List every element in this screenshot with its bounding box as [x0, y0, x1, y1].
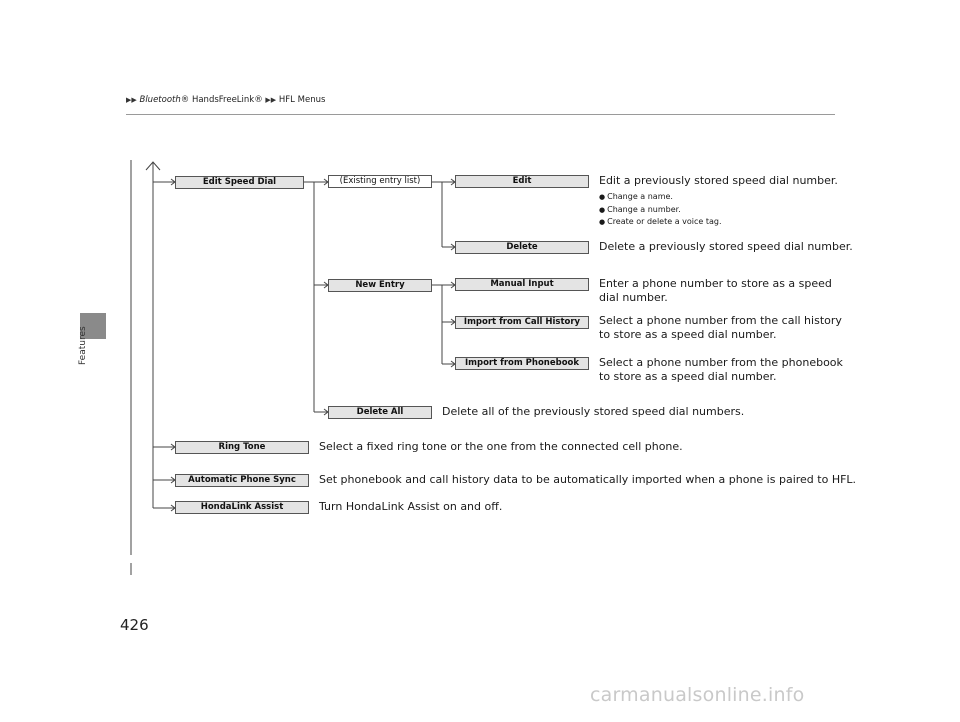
manual-input-description — [599, 277, 832, 305]
menu-box-import-call-history: Import from Call History — [455, 316, 589, 329]
breadcrumb-handsfreelink: ® HandsFreeLink® — [180, 95, 263, 105]
hondalink-assist-description: Turn HondaLink Assist on and off. — [319, 500, 503, 513]
page-number: 426 — [120, 616, 149, 634]
import-call-history-desc-line-2: to store as a speed dial number. — [599, 328, 777, 341]
arrow-icon: ▶▶ — [126, 96, 137, 104]
menu-box-delete-all: Delete All — [328, 406, 432, 419]
menu-box-edit: Edit — [455, 175, 589, 188]
arrow-icons — [171, 179, 455, 511]
menu-box-hondalink-assist: HondaLink Assist — [175, 501, 309, 514]
watermark: carmanualsonline.info — [590, 684, 805, 706]
edit-bullet-1: Change a name. — [607, 192, 673, 201]
menu-box-manual-input: Manual Input — [455, 278, 589, 291]
menu-box-new-entry: New Entry — [328, 279, 432, 292]
section-label: Features — [78, 326, 88, 365]
menu-box-import-phonebook: Import from Phonebook — [455, 357, 589, 370]
import-phonebook-desc-line-2: to store as a speed dial number. — [599, 370, 777, 383]
import-call-history-desc-line-1: Select a phone number from the call history — [599, 314, 842, 327]
manual-input-desc-line-2: dial number. — [599, 291, 668, 304]
edit-bullet-2: Change a number. — [607, 204, 681, 214]
automatic-phone-sync-description: Set phonebook and call history data to be automatically imported when a phone is paired to HFL. — [319, 473, 857, 486]
ring-tone-description: Select a fixed ring tone or the one from the connected cell phone. — [319, 440, 683, 453]
menu-box-delete: Delete — [455, 241, 589, 254]
import-call-history-description — [599, 314, 842, 342]
breadcrumb-bluetooth: Bluetooth — [139, 95, 181, 105]
menu-box-existing-entry-list: (Existing entry list) — [328, 175, 432, 188]
edit-bullet-3: Create or delete a voice tag. — [607, 217, 722, 226]
menu-box-automatic-phone-sync: Automatic Phone Sync — [175, 474, 309, 487]
menu-box-edit-speed-dial: Edit Speed Dial — [175, 176, 304, 189]
import-phonebook-desc-line-1: Select a phone number from the phonebook — [599, 356, 843, 369]
menu-box-ring-tone: Ring Tone — [175, 441, 309, 454]
import-phonebook-description — [599, 356, 843, 384]
delete-all-description: Delete all of the previously stored speed dial numbers. — [442, 405, 745, 418]
arrow-icon: ▶▶ — [265, 96, 277, 104]
breadcrumb-hfl-menus: HFL Menus — [278, 95, 326, 105]
edit-bullet-list: ● Change a name. ● Change a number. ● Create or delete a voice tag. — [599, 192, 722, 226]
edit-description: Edit a previously stored speed dial number. — [599, 174, 838, 187]
delete-description: Delete a previously stored speed dial number. — [599, 240, 853, 253]
manual-input-desc-line-1: Enter a phone number to store as a speed — [599, 277, 832, 290]
